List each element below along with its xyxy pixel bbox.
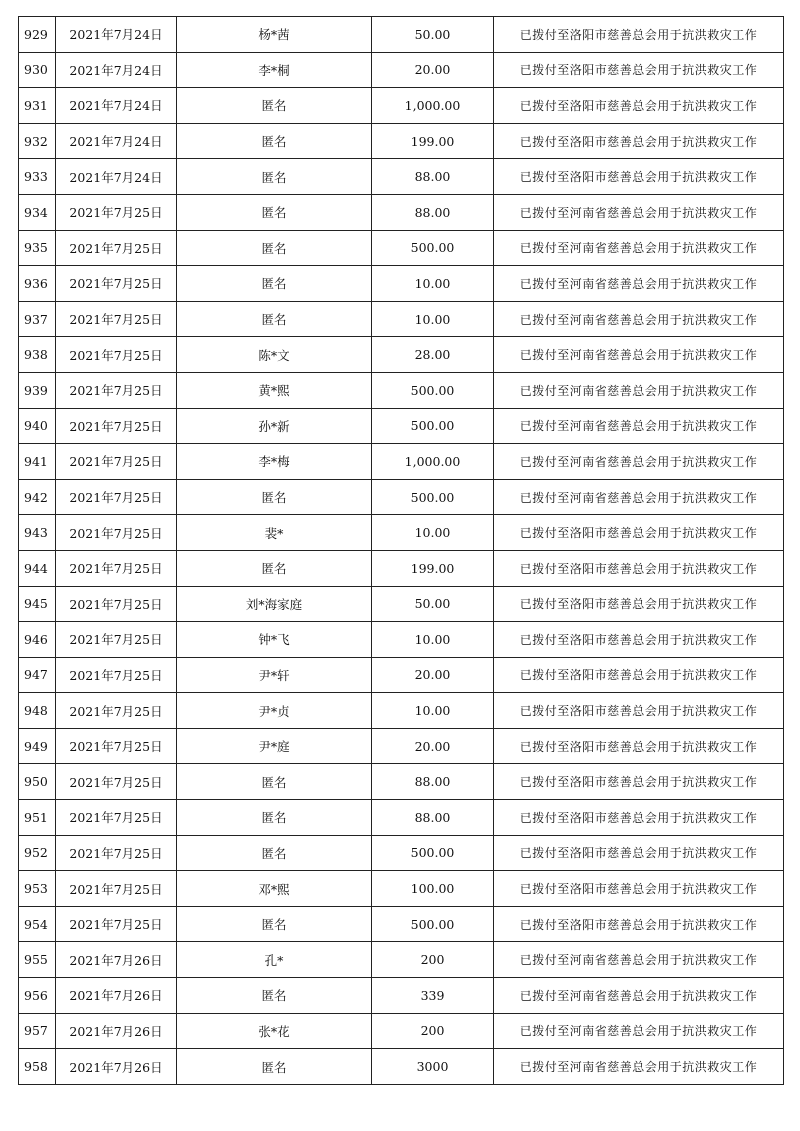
table-row [19, 266, 784, 302]
donation-amount-cell: 10.00 [372, 693, 494, 729]
disbursement-status-cell: 已拨付至洛阳市慈善总会用于抗洪救灾工作 [494, 550, 784, 586]
donation-amount-cell: 88.00 [372, 159, 494, 195]
disbursement-status-cell: 已拨付至河南省慈善总会用于抗洪救灾工作 [494, 266, 784, 302]
donor-name-cell: 孔* [177, 942, 372, 978]
table-row [19, 906, 784, 942]
row-number-cell: 935 [19, 230, 56, 266]
table-row [19, 52, 784, 88]
donation-amount-cell: 500.00 [372, 479, 494, 515]
donor-name-cell: 李*梅 [177, 444, 372, 480]
row-number-cell: 929 [19, 17, 56, 53]
donor-name-cell: 尹*贞 [177, 693, 372, 729]
row-number-cell: 956 [19, 978, 56, 1014]
row-number-cell: 931 [19, 88, 56, 124]
donation-date-cell: 2021年7月25日 [56, 515, 177, 551]
table-row [19, 871, 784, 907]
disbursement-status-cell: 已拨付至河南省慈善总会用于抗洪救灾工作 [494, 1013, 784, 1049]
row-number-cell: 948 [19, 693, 56, 729]
disbursement-status-cell: 已拨付至河南省慈善总会用于抗洪救灾工作 [494, 230, 784, 266]
donation-date-cell: 2021年7月24日 [56, 17, 177, 53]
donation-amount-cell: 10.00 [372, 301, 494, 337]
table-row [19, 657, 784, 693]
table-row [19, 942, 784, 978]
row-number-cell: 944 [19, 550, 56, 586]
donor-name-cell: 裴* [177, 515, 372, 551]
donor-name-cell: 刘*海家庭 [177, 586, 372, 622]
donation-amount-cell: 20.00 [372, 728, 494, 764]
row-number-cell: 951 [19, 800, 56, 836]
donor-name-cell: 匿名 [177, 194, 372, 230]
row-number-cell: 958 [19, 1049, 56, 1085]
donor-name-cell: 杨*茜 [177, 17, 372, 53]
disbursement-status-cell: 已拨付至河南省慈善总会用于抗洪救灾工作 [494, 479, 784, 515]
donor-name-cell: 匿名 [177, 123, 372, 159]
row-number-cell: 936 [19, 266, 56, 302]
donation-amount-cell: 500.00 [372, 835, 494, 871]
row-number-cell: 947 [19, 657, 56, 693]
donor-name-cell: 匿名 [177, 978, 372, 1014]
donation-date-cell: 2021年7月25日 [56, 728, 177, 764]
donation-date-cell: 2021年7月25日 [56, 230, 177, 266]
table-row [19, 693, 784, 729]
table-row [19, 444, 784, 480]
donor-name-cell: 尹*轩 [177, 657, 372, 693]
donation-date-cell: 2021年7月26日 [56, 942, 177, 978]
table-row [19, 17, 784, 53]
donation-amount-cell: 100.00 [372, 871, 494, 907]
donor-name-cell: 黄*熙 [177, 372, 372, 408]
donor-name-cell: 匿名 [177, 159, 372, 195]
row-number-cell: 943 [19, 515, 56, 551]
donation-date-cell: 2021年7月26日 [56, 1013, 177, 1049]
row-number-cell: 940 [19, 408, 56, 444]
row-number-cell: 957 [19, 1013, 56, 1049]
donation-amount-cell: 500.00 [372, 408, 494, 444]
table-row [19, 230, 784, 266]
donation-date-cell: 2021年7月25日 [56, 444, 177, 480]
table-row [19, 764, 784, 800]
donor-name-cell: 李*桐 [177, 52, 372, 88]
disbursement-status-cell: 已拨付至洛阳市慈善总会用于抗洪救灾工作 [494, 159, 784, 195]
donation-date-cell: 2021年7月25日 [56, 800, 177, 836]
donation-amount-cell: 88.00 [372, 800, 494, 836]
disbursement-status-cell: 已拨付至河南省慈善总会用于抗洪救灾工作 [494, 942, 784, 978]
row-number-cell: 937 [19, 301, 56, 337]
donation-amount-cell: 10.00 [372, 266, 494, 302]
donation-amount-cell: 1,000.00 [372, 444, 494, 480]
donor-name-cell: 匿名 [177, 479, 372, 515]
donation-date-cell: 2021年7月25日 [56, 301, 177, 337]
donation-date-cell: 2021年7月25日 [56, 479, 177, 515]
disbursement-status-cell: 已拨付至洛阳市慈善总会用于抗洪救灾工作 [494, 586, 784, 622]
donor-name-cell: 尹*庭 [177, 728, 372, 764]
table-row [19, 337, 784, 373]
donation-date-cell: 2021年7月26日 [56, 978, 177, 1014]
disbursement-status-cell: 已拨付至洛阳市慈善总会用于抗洪救灾工作 [494, 622, 784, 658]
disbursement-status-cell: 已拨付至洛阳市慈善总会用于抗洪救灾工作 [494, 728, 784, 764]
donation-date-cell: 2021年7月25日 [56, 764, 177, 800]
donor-name-cell: 张*花 [177, 1013, 372, 1049]
disbursement-status-cell: 已拨付至洛阳市慈善总会用于抗洪救灾工作 [494, 88, 784, 124]
row-number-cell: 941 [19, 444, 56, 480]
disbursement-status-cell: 已拨付至河南省慈善总会用于抗洪救灾工作 [494, 372, 784, 408]
disbursement-status-cell: 已拨付至河南省慈善总会用于抗洪救灾工作 [494, 1049, 784, 1085]
table-row [19, 800, 784, 836]
donation-amount-cell: 10.00 [372, 515, 494, 551]
disbursement-status-cell: 已拨付至洛阳市慈善总会用于抗洪救灾工作 [494, 515, 784, 551]
disbursement-status-cell: 已拨付至洛阳市慈善总会用于抗洪救灾工作 [494, 657, 784, 693]
table-row [19, 479, 784, 515]
donation-amount-cell: 88.00 [372, 194, 494, 230]
disbursement-status-cell: 已拨付至洛阳市慈善总会用于抗洪救灾工作 [494, 693, 784, 729]
donor-name-cell: 匿名 [177, 230, 372, 266]
donation-amount-cell: 200 [372, 1013, 494, 1049]
donation-amount-cell: 199.00 [372, 123, 494, 159]
row-number-cell: 954 [19, 906, 56, 942]
donation-amount-cell: 50.00 [372, 17, 494, 53]
donation-amount-cell: 3000 [372, 1049, 494, 1085]
donor-name-cell: 陈*文 [177, 337, 372, 373]
donation-date-cell: 2021年7月25日 [56, 550, 177, 586]
donor-name-cell: 匿名 [177, 266, 372, 302]
donation-date-cell: 2021年7月25日 [56, 657, 177, 693]
donor-name-cell: 匿名 [177, 88, 372, 124]
table-row [19, 622, 784, 658]
donation-date-cell: 2021年7月26日 [56, 1049, 177, 1085]
donation-amount-cell: 10.00 [372, 622, 494, 658]
table-row [19, 728, 784, 764]
donor-name-cell: 匿名 [177, 301, 372, 337]
disbursement-status-cell: 已拨付至洛阳市慈善总会用于抗洪救灾工作 [494, 871, 784, 907]
disbursement-status-cell: 已拨付至河南省慈善总会用于抗洪救灾工作 [494, 337, 784, 373]
donation-amount-cell: 500.00 [372, 372, 494, 408]
donation-date-cell: 2021年7月25日 [56, 408, 177, 444]
row-number-cell: 939 [19, 372, 56, 408]
table-row [19, 408, 784, 444]
table-row [19, 159, 784, 195]
donation-date-cell: 2021年7月24日 [56, 123, 177, 159]
donation-date-cell: 2021年7月25日 [56, 194, 177, 230]
table-row [19, 123, 784, 159]
donation-date-cell: 2021年7月24日 [56, 52, 177, 88]
donor-name-cell: 匿名 [177, 835, 372, 871]
donation-amount-cell: 500.00 [372, 230, 494, 266]
donation-amount-cell: 20.00 [372, 52, 494, 88]
row-number-cell: 946 [19, 622, 56, 658]
donation-date-cell: 2021年7月25日 [56, 835, 177, 871]
donor-name-cell: 匿名 [177, 906, 372, 942]
donor-name-cell: 匿名 [177, 550, 372, 586]
donation-date-cell: 2021年7月25日 [56, 337, 177, 373]
disbursement-status-cell: 已拨付至洛阳市慈善总会用于抗洪救灾工作 [494, 906, 784, 942]
donation-table-body [19, 17, 784, 1085]
disbursement-status-cell: 已拨付至洛阳市慈善总会用于抗洪救灾工作 [494, 764, 784, 800]
disbursement-status-cell: 已拨付至河南省慈善总会用于抗洪救灾工作 [494, 194, 784, 230]
disbursement-status-cell: 已拨付至河南省慈善总会用于抗洪救灾工作 [494, 408, 784, 444]
row-number-cell: 945 [19, 586, 56, 622]
donation-amount-cell: 88.00 [372, 764, 494, 800]
disbursement-status-cell: 已拨付至洛阳市慈善总会用于抗洪救灾工作 [494, 17, 784, 53]
row-number-cell: 942 [19, 479, 56, 515]
donation-date-cell: 2021年7月25日 [56, 586, 177, 622]
donation-date-cell: 2021年7月24日 [56, 159, 177, 195]
donation-amount-cell: 50.00 [372, 586, 494, 622]
table-row [19, 1013, 784, 1049]
donation-date-cell: 2021年7月25日 [56, 372, 177, 408]
donor-name-cell: 邓*熙 [177, 871, 372, 907]
donation-amount-cell: 20.00 [372, 657, 494, 693]
row-number-cell: 934 [19, 194, 56, 230]
row-number-cell: 949 [19, 728, 56, 764]
donor-name-cell: 匿名 [177, 1049, 372, 1085]
donor-name-cell: 孙*新 [177, 408, 372, 444]
donor-name-cell: 匿名 [177, 800, 372, 836]
disbursement-status-cell: 已拨付至河南省慈善总会用于抗洪救灾工作 [494, 444, 784, 480]
disbursement-status-cell: 已拨付至河南省慈善总会用于抗洪救灾工作 [494, 301, 784, 337]
donation-amount-cell: 199.00 [372, 550, 494, 586]
donation-date-cell: 2021年7月25日 [56, 622, 177, 658]
row-number-cell: 953 [19, 871, 56, 907]
table-row [19, 88, 784, 124]
donation-date-cell: 2021年7月25日 [56, 906, 177, 942]
disbursement-status-cell: 已拨付至洛阳市慈善总会用于抗洪救灾工作 [494, 800, 784, 836]
donor-name-cell: 钟*飞 [177, 622, 372, 658]
donation-amount-cell: 339 [372, 978, 494, 1014]
disbursement-status-cell: 已拨付至洛阳市慈善总会用于抗洪救灾工作 [494, 52, 784, 88]
donation-amount-cell: 200 [372, 942, 494, 978]
table-row [19, 515, 784, 551]
row-number-cell: 930 [19, 52, 56, 88]
donation-amount-cell: 500.00 [372, 906, 494, 942]
row-number-cell: 938 [19, 337, 56, 373]
table-row [19, 372, 784, 408]
disbursement-status-cell: 已拨付至洛阳市慈善总会用于抗洪救灾工作 [494, 123, 784, 159]
table-row [19, 194, 784, 230]
disbursement-status-cell: 已拨付至洛阳市慈善总会用于抗洪救灾工作 [494, 835, 784, 871]
table-row [19, 835, 784, 871]
disbursement-status-cell: 已拨付至河南省慈善总会用于抗洪救灾工作 [494, 978, 784, 1014]
donation-amount-cell: 28.00 [372, 337, 494, 373]
table-row [19, 550, 784, 586]
table-row [19, 978, 784, 1014]
row-number-cell: 933 [19, 159, 56, 195]
donation-amount-cell: 1,000.00 [372, 88, 494, 124]
donation-date-cell: 2021年7月24日 [56, 88, 177, 124]
donation-date-cell: 2021年7月25日 [56, 266, 177, 302]
donation-table [18, 16, 784, 1085]
row-number-cell: 952 [19, 835, 56, 871]
donor-name-cell: 匿名 [177, 764, 372, 800]
table-row [19, 301, 784, 337]
table-row [19, 1049, 784, 1085]
donation-date-cell: 2021年7月25日 [56, 871, 177, 907]
row-number-cell: 955 [19, 942, 56, 978]
row-number-cell: 932 [19, 123, 56, 159]
donation-date-cell: 2021年7月25日 [56, 693, 177, 729]
table-row [19, 586, 784, 622]
row-number-cell: 950 [19, 764, 56, 800]
